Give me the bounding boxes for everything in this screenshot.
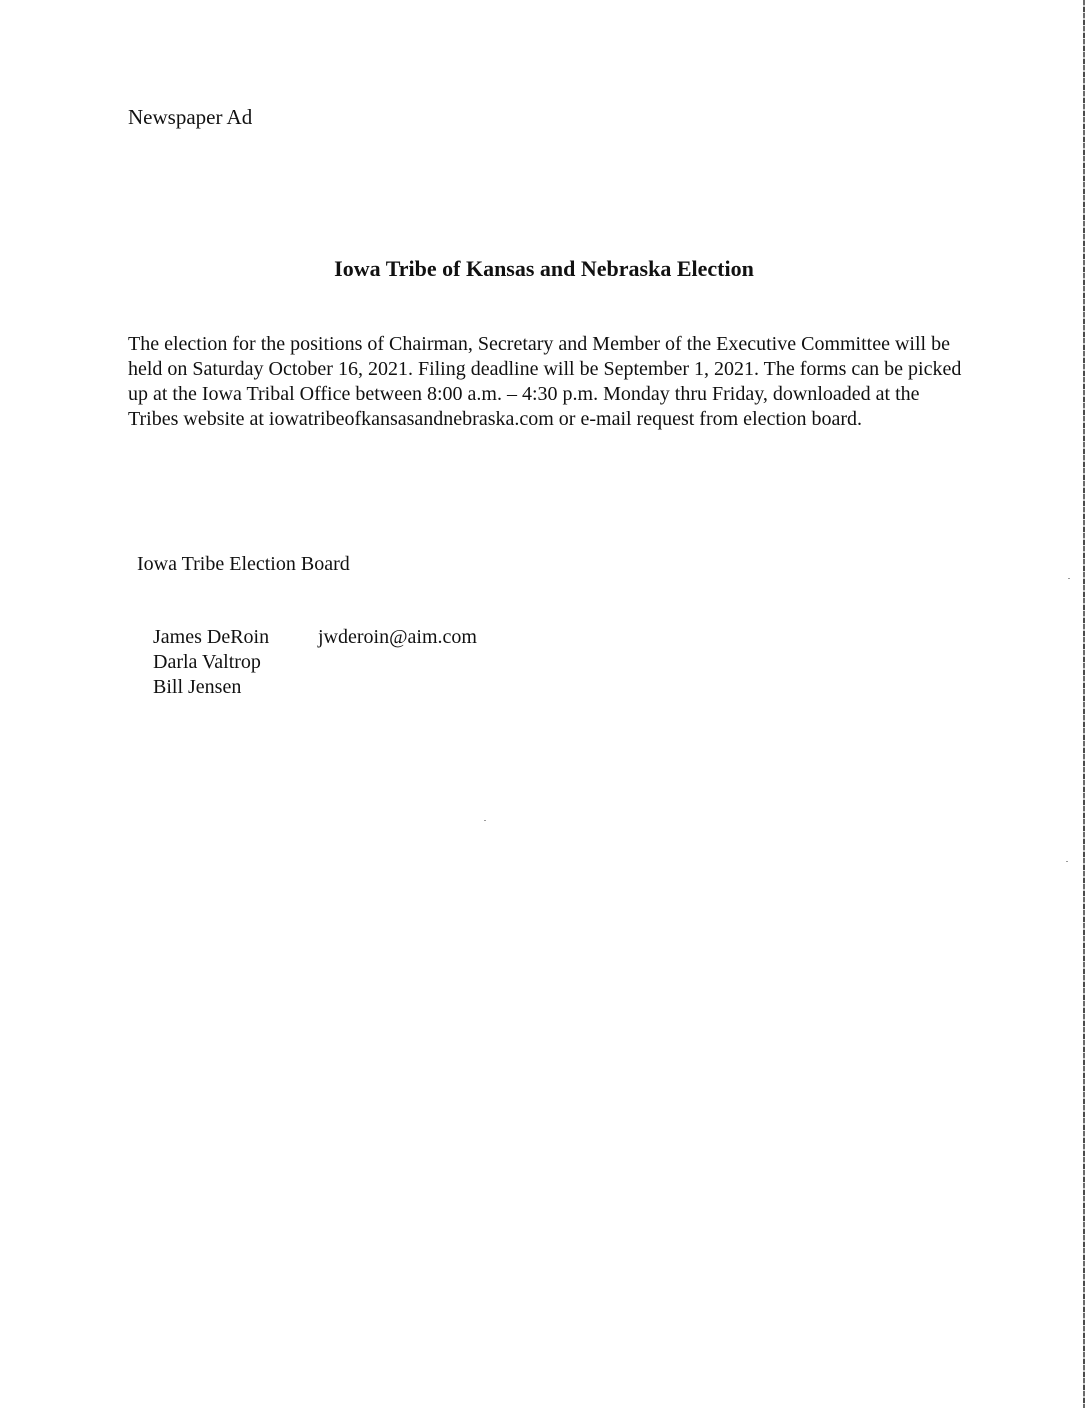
notice-title: Iowa Tribe of Kansas and Nebraska Election xyxy=(334,256,754,281)
scan-speck xyxy=(484,820,486,821)
board-name: Iowa Tribe Election Board xyxy=(137,553,350,575)
document-label: Newspaper Ad xyxy=(128,105,253,129)
scan-edge-line xyxy=(1083,0,1085,1408)
member-row xyxy=(153,675,477,700)
board-members-list xyxy=(153,625,477,700)
notice-paragraph: The election for the positions of Chairman, Secretary and Member of the Executive Committee will be held on Saturday October 16, 2021. Filing deadline will be September 1, 2021. The forms can be picked up at the Iowa Tribal Office between 8:00 a.m. – 4:30 p.m. Monday thru Friday, downloaded at the Tribes website at iowatribeofkansasandnebraska.com or e-mail request from election board. xyxy=(128,333,962,430)
member-email: jwderoin@aim.com xyxy=(318,626,477,648)
scan-speck xyxy=(1066,861,1068,862)
notice-body xyxy=(128,332,968,432)
member-row xyxy=(153,625,477,650)
scan-speck xyxy=(1068,578,1070,579)
member-name: Darla Valtrop xyxy=(153,651,261,673)
member-name: Bill Jensen xyxy=(153,676,242,698)
member-row xyxy=(153,650,477,675)
member-name: James DeRoin xyxy=(153,626,270,648)
